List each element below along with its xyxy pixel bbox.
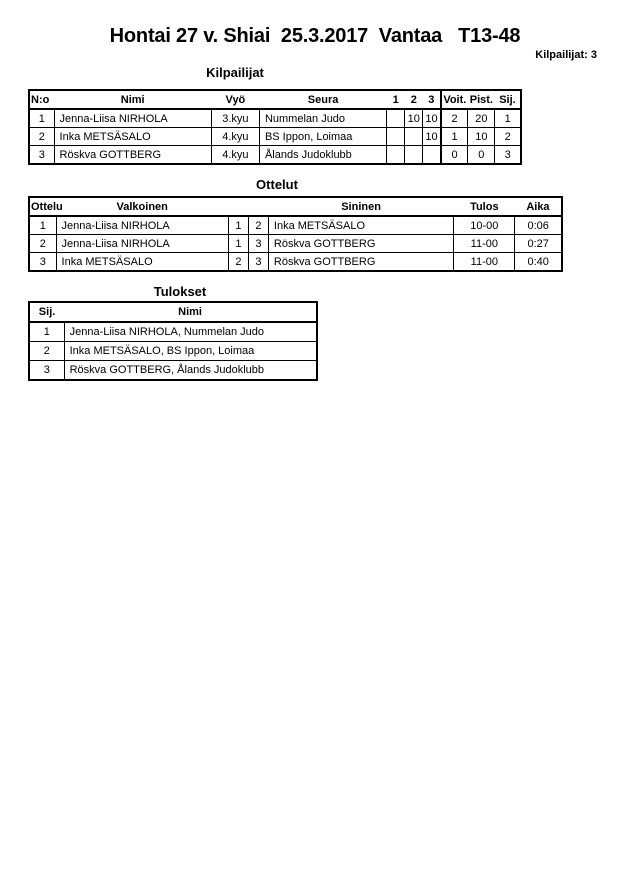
header-tulos: Tulos <box>454 197 515 216</box>
header-round-3: 3 <box>423 90 441 109</box>
cell-score-1 <box>387 109 405 128</box>
cell-score-2: 10 <box>405 109 423 128</box>
cell-nimi: Inka METSÄSALO <box>54 128 211 146</box>
header-vyo: Vyö <box>211 90 259 109</box>
cell-result: 10-00 <box>454 216 515 235</box>
match-row <box>29 235 562 253</box>
cell-white-number: 2 <box>228 253 248 272</box>
cell-no: 3 <box>29 146 54 165</box>
cell-white-name: Inka METSÄSALO <box>56 253 228 272</box>
matches-header-row <box>29 197 562 216</box>
cell-name-club: Inka METSÄSALO, BS Ippon, Loimaa <box>64 342 317 361</box>
cell-time: 0:06 <box>515 216 562 235</box>
cell-match-number: 1 <box>29 216 56 235</box>
result-row <box>29 342 317 361</box>
cell-white-number: 1 <box>228 216 248 235</box>
cell-blue-name: Röskva GOTTBERG <box>268 253 453 272</box>
cell-voit: 0 <box>441 146 468 165</box>
header-aika: Aika <box>515 197 562 216</box>
cell-seura: Nummelan Judo <box>259 109 386 128</box>
cell-score-2 <box>405 128 423 146</box>
cell-score-3: 10 <box>423 109 441 128</box>
cell-place: 1 <box>29 322 64 342</box>
cell-white-name: Jenna-Liisa NIRHOLA <box>56 216 228 235</box>
cell-name-club: Röskva GOTTBERG, Ålands Judoklubb <box>64 361 317 381</box>
header-round-1: 1 <box>387 90 405 109</box>
cell-blue-name: Inka METSÄSALO <box>268 216 453 235</box>
cell-time: 0:40 <box>515 253 562 272</box>
cell-blue-number: 3 <box>248 253 268 272</box>
cell-score-3: 10 <box>423 128 441 146</box>
cell-blue-name: Röskva GOTTBERG <box>268 235 453 253</box>
header-seura: Seura <box>259 90 386 109</box>
cell-white-name: Jenna-Liisa NIRHOLA <box>56 235 228 253</box>
cell-match-number: 2 <box>29 235 56 253</box>
competitor-row <box>29 146 521 165</box>
header-voit: Voit. <box>441 90 468 109</box>
results-table <box>28 301 318 381</box>
page-title: Hontai 27 v. Shiai 25.3.2017 Vantaa T13-48 <box>109 25 521 47</box>
header-sij: Sij. <box>29 302 64 322</box>
cell-pist: 0 <box>468 146 495 165</box>
cell-time: 0:27 <box>515 235 562 253</box>
cell-nimi: Röskva GOTTBERG <box>54 146 211 165</box>
cell-nimi: Jenna-Liisa NIRHOLA <box>54 109 211 128</box>
header-blue-number <box>248 197 268 216</box>
competitors-header-row <box>29 90 521 109</box>
header-ottelu: Ottelu <box>29 197 56 216</box>
section-heading-tulokset: Tulokset <box>153 284 207 299</box>
matches-table <box>28 196 563 272</box>
competitor-row <box>29 109 521 128</box>
cell-vyo: 4.kyu <box>211 146 259 165</box>
section-heading-ottelut: Ottelut <box>256 177 298 192</box>
cell-no: 2 <box>29 128 54 146</box>
result-row <box>29 361 317 381</box>
competitor-row <box>29 128 521 146</box>
cell-result: 11-00 <box>454 253 515 272</box>
results-header-row <box>29 302 317 322</box>
cell-white-number: 1 <box>228 235 248 253</box>
cell-vyo: 4.kyu <box>211 128 259 146</box>
header-nimi: Nimi <box>64 302 317 322</box>
cell-blue-number: 2 <box>248 216 268 235</box>
cell-result: 11-00 <box>454 235 515 253</box>
section-heading-kilpailijat: Kilpailijat <box>206 65 264 80</box>
header-white-number <box>228 197 248 216</box>
header-pist: Pist. <box>468 90 495 109</box>
cell-seura: BS Ippon, Loimaa <box>259 128 386 146</box>
cell-vyo: 3.kyu <box>211 109 259 128</box>
competitor-count-label: Kilpailijat: 3 <box>535 49 597 61</box>
header-sininen: Sininen <box>268 197 453 216</box>
cell-sij: 2 <box>495 128 521 146</box>
cell-voit: 2 <box>441 109 468 128</box>
match-row <box>29 253 562 272</box>
result-row <box>29 322 317 342</box>
header-valkoinen: Valkoinen <box>56 197 228 216</box>
cell-no: 1 <box>29 109 54 128</box>
cell-sij: 1 <box>495 109 521 128</box>
cell-score-3 <box>423 146 441 165</box>
cell-match-number: 3 <box>29 253 56 272</box>
cell-place: 2 <box>29 342 64 361</box>
cell-seura: Ålands Judoklubb <box>259 146 386 165</box>
cell-score-1 <box>387 128 405 146</box>
match-row <box>29 216 562 235</box>
header-nimi: Nimi <box>54 90 211 109</box>
cell-name-club: Jenna-Liisa NIRHOLA, Nummelan Judo <box>64 322 317 342</box>
cell-voit: 1 <box>441 128 468 146</box>
cell-blue-number: 3 <box>248 235 268 253</box>
header-round-2: 2 <box>405 90 423 109</box>
competitors-table <box>28 89 522 165</box>
cell-sij: 3 <box>495 146 521 165</box>
header-sij: Sij. <box>495 90 521 109</box>
cell-pist: 20 <box>468 109 495 128</box>
header-no: N:o <box>29 90 54 109</box>
cell-score-1 <box>387 146 405 165</box>
cell-pist: 10 <box>468 128 495 146</box>
cell-score-2 <box>405 146 423 165</box>
cell-place: 3 <box>29 361 64 381</box>
